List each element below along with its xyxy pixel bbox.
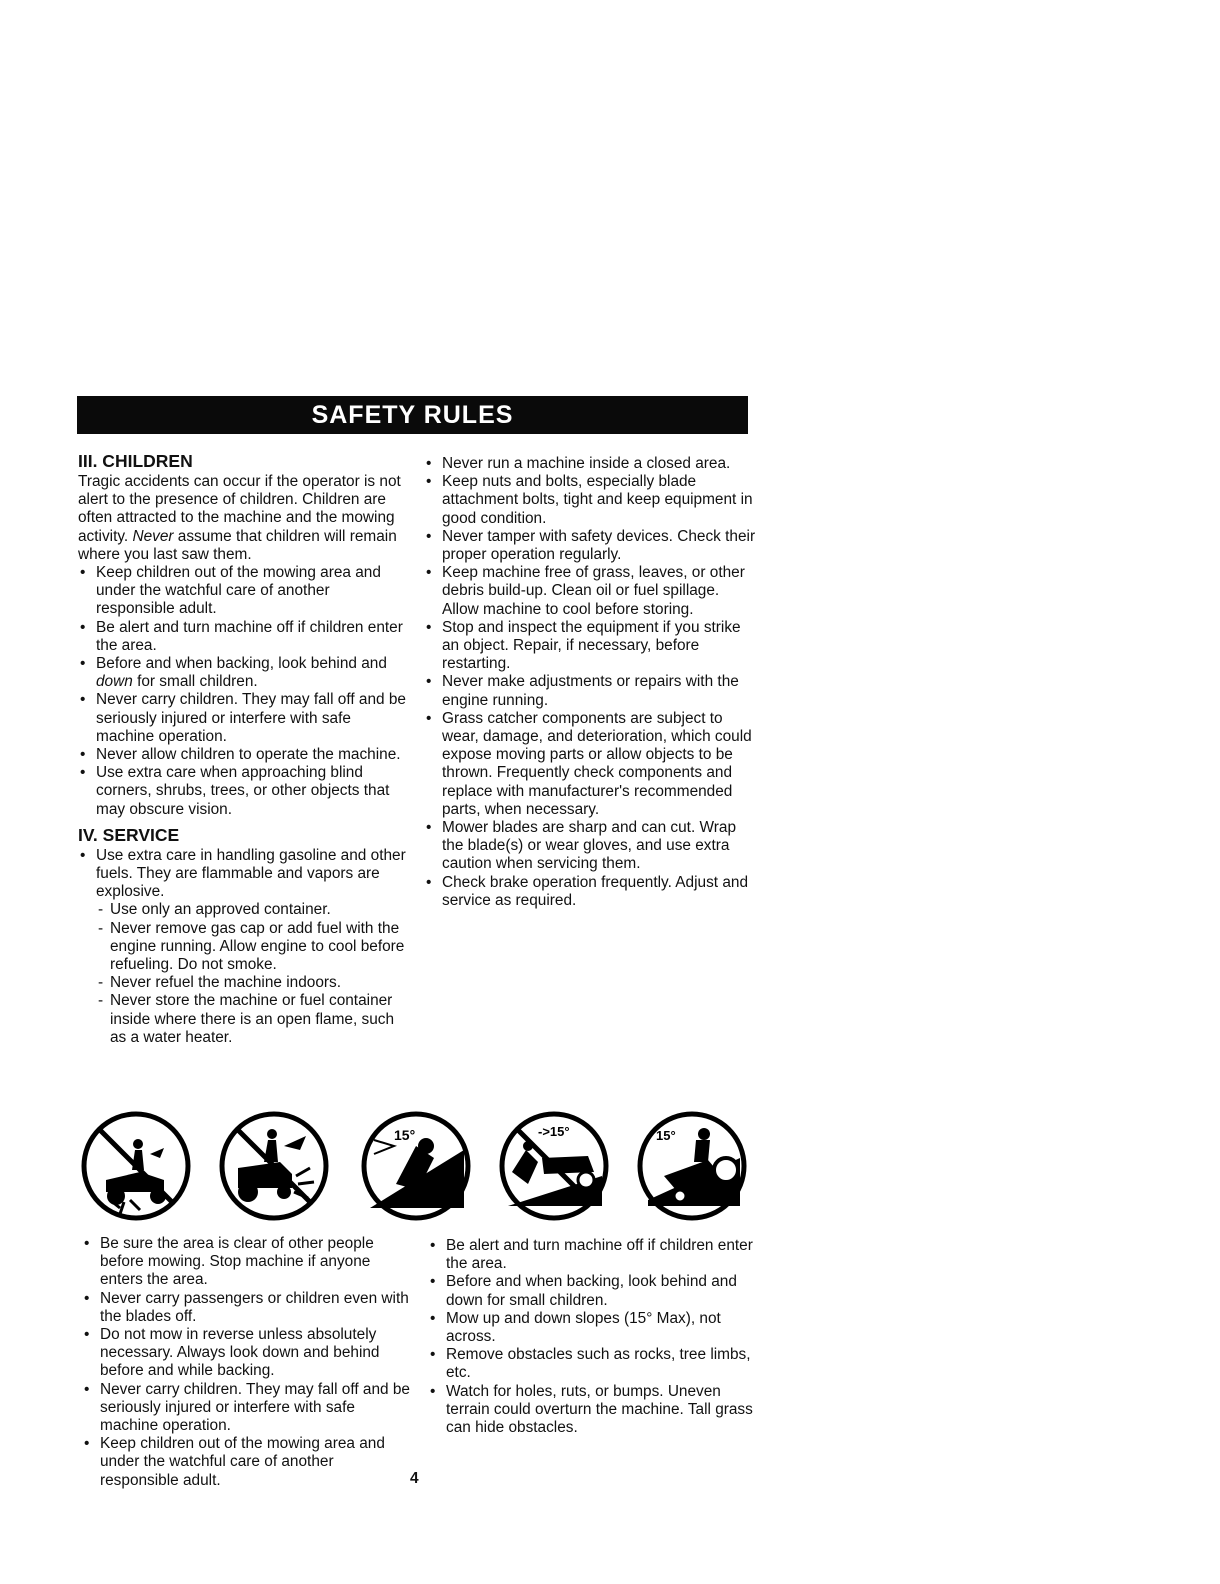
sub-list-item: - Never refuel the machine indoors. xyxy=(96,974,410,992)
fuel-sub-list xyxy=(96,901,410,1047)
list-item: • Watch for holes, ruts, or bumps. Uneven terrain could overturn the machine. Tall grass can hide obstacles. xyxy=(428,1383,758,1438)
list-item: • Never carry children. They may fall off and be seriously injured or interfere with safe machine operation. xyxy=(82,1381,412,1436)
list-item: • Never carry children. They may fall off and be seriously injured or interfere with safe machine operation. xyxy=(78,691,410,746)
section-banner: SAFETY RULES xyxy=(77,396,748,434)
list-item: • Mower blades are sharp and can cut. Wrap the blade(s) or wear gloves, and use extra caution when servicing them. xyxy=(424,819,756,874)
slope-label-tip: 15° xyxy=(656,1128,676,1143)
page-number: 4 xyxy=(410,1470,419,1487)
list-item: • Never carry passengers or children even with the blades off. xyxy=(82,1290,412,1326)
list-item: • Be alert and turn machine off if children enter the area. xyxy=(78,619,410,655)
bottom-right-list-container xyxy=(428,1237,758,1437)
sub-list-item: - Use only an approved container. xyxy=(96,901,410,919)
sub-list-item: - Never remove gas cap or add fuel with the engine running. Allow engine to cool before refueling. Do not smoke. xyxy=(96,920,410,975)
list-item: • Before and when backing, look behind and down for small children. xyxy=(428,1273,758,1309)
list-item: • Never tamper with safety devices. Check their proper operation regularly. xyxy=(424,528,756,564)
list-item: • Use extra care when approaching blind corners, shrubs, trees, or other objects that may obscure vision. xyxy=(78,764,410,819)
list-item: • Check brake operation frequently. Adjust and service as required. xyxy=(424,874,756,910)
right-column xyxy=(424,455,756,910)
slope-label-15: 15° xyxy=(394,1127,416,1143)
children-heading: III. CHILDREN xyxy=(78,451,193,471)
list-item: • Keep children out of the mowing area and under the watchful care of another responsible adult. xyxy=(78,564,410,619)
list-item: • Never make adjustments or repairs with the engine running. xyxy=(424,673,756,709)
bottom-right-list xyxy=(428,1237,758,1437)
list-item: • Be alert and turn machine off if children enter the area. xyxy=(428,1237,758,1273)
sub-list-item: - Never store the machine or fuel container inside where there is an open flame, such as a water heater. xyxy=(96,992,410,1047)
slope-15-rollover-icon xyxy=(360,1110,472,1222)
slope-15-tip-icon xyxy=(636,1110,748,1222)
list-item: • Grass catcher components are subject to wear, damage, and deterioration, which could expose moving parts or allow objects to be thrown. Frequently check components and replace with manufacturer's recommended parts, when necessary. xyxy=(424,710,756,819)
list-item: • Use extra care in handling gasoline and other fuels. They are flammable and vapors are explosive. - Use only an approved container. - Never remove gas cap or add fuel with the engine running. Allow engine to cool before refueling. Do not smoke. - Never refuel the machine indoors. - Never store the machine or fuel container inside where there is an open flame, such as a water heater. xyxy=(78,847,410,1047)
list-item: • Mow up and down slopes (15° Max), not across. xyxy=(428,1310,758,1346)
bottom-left-list xyxy=(82,1235,412,1490)
bottom-left-list-container xyxy=(82,1235,412,1490)
list-item: • Be sure the area is clear of other people before mowing. Stop machine if anyone enters the area. xyxy=(82,1235,412,1290)
list-item: • Do not mow in reverse unless absolutely necessary. Always look down and behind before and while backing. xyxy=(82,1326,412,1381)
list-item: • Before and when backing, look behind and down for small children. xyxy=(78,655,410,691)
list-item: • Keep machine free of grass, leaves, or other debris build-up. Clean oil or fuel spillage. Allow machine to cool before storing. xyxy=(424,564,756,619)
slope-label-across: ->15° xyxy=(538,1124,570,1139)
children-list xyxy=(78,564,410,819)
list-item: • Never allow children to operate the machine. xyxy=(78,746,410,764)
service-heading: IV. SERVICE xyxy=(78,824,180,845)
children-intro: Tragic accidents can occur if the operator is not alert to the presence of children. Children are often attracted to the machine and the mowing activity. Never assume that children will remain where you last saw them. xyxy=(78,473,401,563)
no-reverse-mowing-children-icon xyxy=(218,1110,330,1222)
list-item: • Never run a machine inside a closed area. xyxy=(424,455,756,473)
no-children-near-mower-icon xyxy=(80,1110,192,1222)
list-item: • Keep children out of the mowing area and under the watchful care of another responsible adult. xyxy=(82,1435,412,1490)
service-list-right xyxy=(424,455,756,910)
list-item: • Keep nuts and bolts, especially blade attachment bolts, tight and keep equipment in good condition. xyxy=(424,473,756,528)
list-item: • Remove obstacles such as rocks, tree limbs, etc. xyxy=(428,1346,758,1382)
left-column xyxy=(78,451,410,1047)
safety-pictograms xyxy=(80,1110,750,1230)
slope-15-no-across-icon xyxy=(498,1110,610,1222)
list-item: • Stop and inspect the equipment if you strike an object. Repair, if necessary, before restarting. xyxy=(424,619,756,674)
service-list-left xyxy=(78,847,410,1047)
